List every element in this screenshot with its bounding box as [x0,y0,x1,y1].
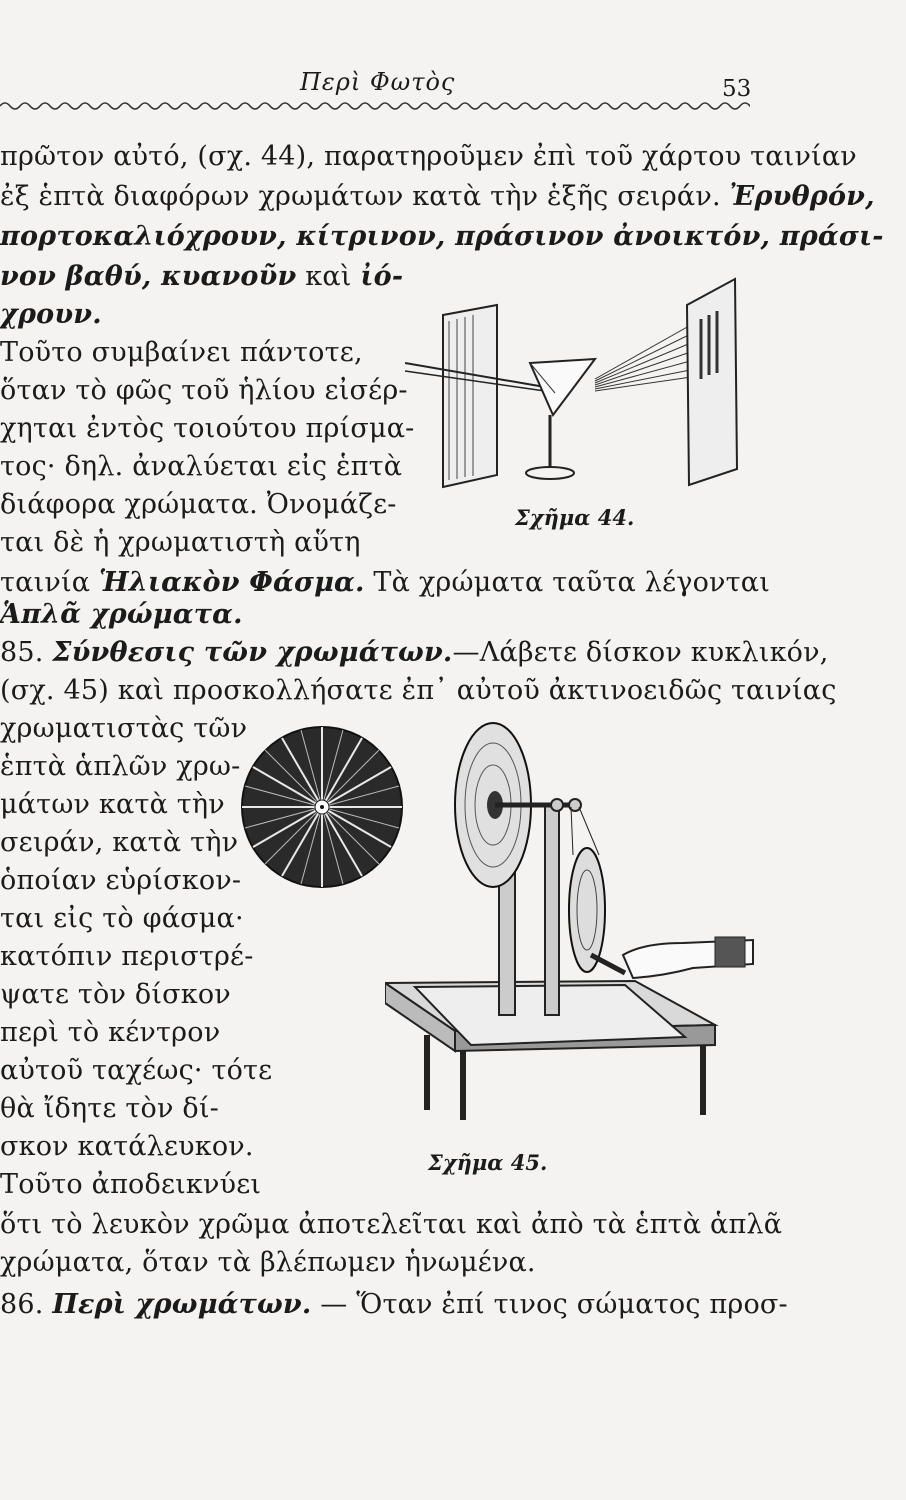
text-line: Ἁπλᾶ χρώματα. [0,599,243,630]
figure-44-caption: Σχῆμα 44. [515,505,635,530]
text-line: περὶ τὸ κέντρον [0,1017,221,1048]
text-line: διάφορα χρώματα. Ὀνομάζε- [0,489,397,520]
text-line: χρώματα, ὅταν τὰ βλέπωμεν ἡνωμένα. [0,1247,536,1278]
header-wavy-rule [0,98,750,114]
running-header-title: Περὶ Φωτὸς [300,68,456,96]
text-line: κατόπιν περιστρέ- [0,941,254,972]
text-line: πορτοκαλιόχρουν, κίτρινον, πράσινον ἀνοικτόν, πράσι- [0,221,884,252]
section-85-heading: 85. Σύνθεσις τῶν χρωμάτων.—Λάβετε δίσκον κυκλικόν, [0,637,829,668]
text-line: τος· δηλ. ἀναλύεται εἰς ἑπτὰ [0,451,403,482]
text-line: νον βαθύ, κυανοῦν καὶ ἰό- [0,261,404,292]
text-line: πρῶτον αὐτό, (σχ. 44), παρατηροῦμεν ἐπὶ τοῦ χάρτου ταινίαν [0,141,857,172]
text-line: Τοῦτο ἀποδεικνύει [0,1169,262,1200]
text-line: θὰ ἴδητε τὸν δί- [0,1093,219,1124]
text-line: (σχ. 45) καὶ προσκολλήσατε ἐπ᾽ αὐτοῦ ἀκτινοειδῶς ταινίας [0,675,837,706]
section-86-heading: 86. Περὶ χρωμάτων. — Ὅταν ἐπί τινος σώματος προσ- [0,1289,788,1320]
figure-44-prism-illustration [405,275,750,505]
figure-45-caption: Σχῆμα 45. [428,1150,548,1175]
text-line: ται εἰς τὸ φάσμα· [0,903,244,934]
text-line: σειράν, κατὰ τὴν [0,827,239,858]
text-line: ἐξ ἑπτὰ διαφόρων χρωμάτων κατὰ τὴν ἑξῆς σειράν. Ἐρυθρόν, [0,181,875,212]
text-line: σκον κατάλευκον. [0,1131,254,1162]
page-number: 53 [722,76,752,102]
text-line: ἑπτὰ ἁπλῶν χρω- [0,751,241,782]
figure-45-rotation-apparatus [385,715,755,1125]
text-line: χρωματιστὰς τῶν [0,713,248,744]
text-line: ταινία Ἡλιακὸν Φάσμα. Τὰ χρώματα ταῦτα λέγονται [0,567,771,598]
text-line: ὁποίαν εὑρίσκον- [0,865,242,896]
text-line: χρουν. [0,299,102,330]
text-line: ὅτι τὸ λευκὸν χρῶμα ἀποτελεῖται καὶ ἀπὸ τὰ ἑπτὰ ἁπλᾶ [0,1209,783,1240]
text-line: χηται ἐντὸς τοιούτου πρίσμα- [0,413,415,444]
text-line: ται δὲ ἡ χρωματιστὴ αὕτη [0,527,361,558]
text-line: μάτων κατὰ τὴν [0,789,225,820]
text-line: αὐτοῦ ταχέως· τότε [0,1055,273,1086]
text-line: ὅταν τὸ φῶς τοῦ ἡλίου εἰσέρ- [0,375,408,406]
text-line: ψατε τὸν δίσκον [0,979,231,1010]
text-line: Τοῦτο συμβαίνει πάντοτε, [0,337,363,368]
